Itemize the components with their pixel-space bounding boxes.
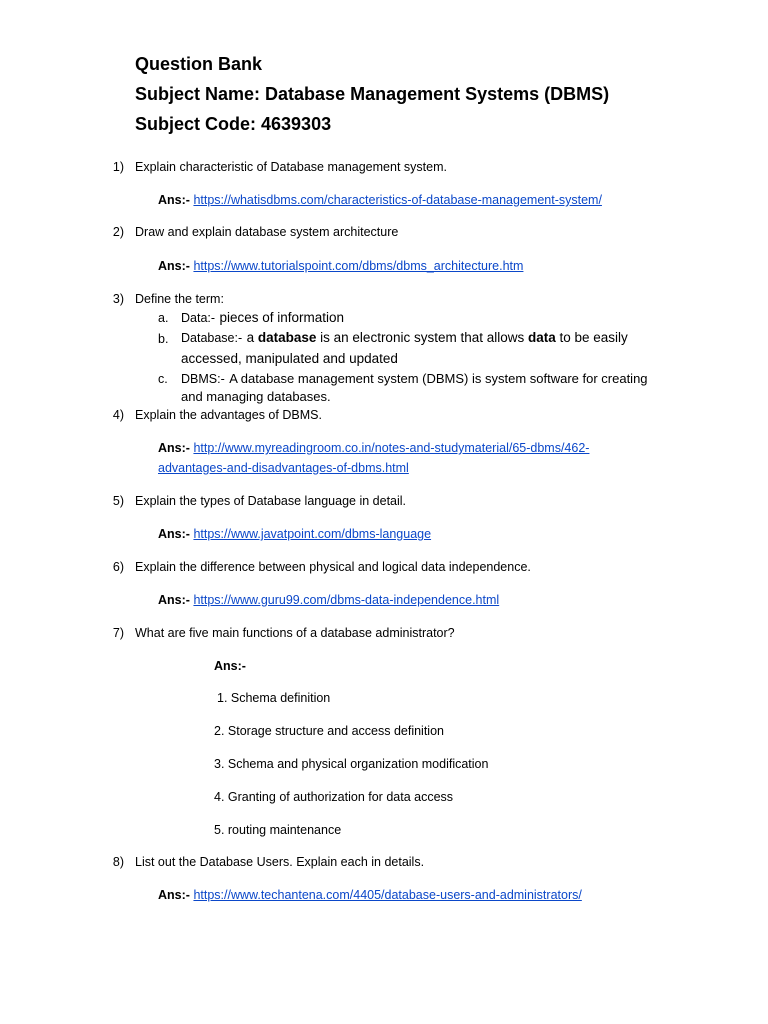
answer-label: Ans:- — [158, 888, 190, 902]
question-number: 3) — [112, 292, 124, 306]
question-number: 5) — [112, 494, 124, 508]
term-definition-part: is an electronic system that allows — [316, 330, 528, 345]
term-label: DBMS:- — [181, 372, 225, 386]
term-label: Data:- — [181, 311, 216, 325]
answer-link[interactable]: https://whatisdbms.com/characteristics-of-database-management-system/ — [193, 193, 602, 207]
question-text: Define the term: — [135, 292, 224, 306]
answer-label: Ans:- — [158, 593, 190, 607]
term-marker: c. — [158, 372, 168, 386]
answer-label: Ans:- — [214, 659, 246, 673]
term-definition: pieces of information — [219, 310, 345, 325]
answer-line — [158, 192, 602, 208]
answer-line — [158, 887, 582, 903]
question-text: Explain the difference between physical and logical data independence. — [135, 560, 531, 574]
question-number: 1) — [112, 160, 124, 174]
term-marker: b. — [158, 332, 169, 346]
list-item: 4. Granting of authorization for data access — [214, 790, 454, 804]
answer-link[interactable]: https://www.guru99.com/dbms-data-independence.html — [193, 593, 500, 607]
doc-title: Question Bank — [135, 54, 263, 74]
question-text: Explain the advantages of DBMS. — [135, 408, 322, 422]
term-definition-part: a — [246, 330, 258, 345]
list-item: 1. Schema definition — [217, 691, 331, 705]
answer-link-continued — [158, 460, 409, 476]
keyword-database: database — [257, 330, 317, 345]
answer-label: Ans:- — [158, 441, 190, 455]
question-number: 7) — [112, 626, 124, 640]
term-database — [181, 329, 628, 347]
question-text: List out the Database Users. Explain each in details. — [135, 855, 425, 869]
answer-line — [158, 526, 431, 542]
subject-code: Subject Code: 4639303 — [135, 114, 332, 134]
term-definition-line2: accessed, manipulated and updated — [181, 351, 398, 366]
term-definition: A database management system (DBMS) is system software for creating — [229, 371, 648, 386]
answer-link[interactable]: http://www.myreadingroom.co.in/notes-and-studymaterial/65-dbms/462- — [193, 441, 590, 455]
question-text: What are five main functions of a database administrator? — [135, 626, 455, 640]
answer-link[interactable]: https://www.javatpoint.com/dbms-language — [193, 527, 432, 541]
answer-link[interactable]: https://www.techantena.com/4405/database-users-and-administrators/ — [193, 888, 582, 902]
answer-line — [158, 258, 523, 274]
term-label: Database:- — [181, 331, 243, 345]
list-item: 2. Storage structure and access definition — [214, 724, 444, 738]
question-number: 6) — [112, 560, 124, 574]
term-definition-line2: and managing databases. — [181, 389, 331, 404]
list-item: 5. routing maintenance — [214, 823, 342, 837]
question-text: Explain characteristic of Database management system. — [135, 160, 447, 174]
answer-label: Ans:- — [158, 193, 190, 207]
question-number: 8) — [112, 855, 124, 869]
term-definition-part: to be easily — [555, 330, 628, 345]
keyword-data: data — [528, 330, 556, 345]
term-dbms — [181, 370, 648, 388]
answer-label: Ans:- — [158, 259, 190, 273]
subject-name: Subject Name: Database Management Systems (DBMS) — [135, 84, 610, 104]
term-marker: a. — [158, 311, 169, 325]
answer-line — [158, 592, 499, 608]
answer-link[interactable]: advantages-and-disadvantages-of-dbms.html — [158, 461, 409, 475]
answer-line — [158, 440, 589, 456]
answer-link[interactable]: https://www.tutorialspoint.com/dbms/dbms_architecture.htm — [193, 259, 524, 273]
list-item: 3. Schema and physical organization modification — [214, 757, 489, 771]
question-number: 4) — [112, 408, 124, 422]
question-text: Explain the types of Database language in detail. — [135, 494, 407, 508]
question-text: Draw and explain database system architecture — [135, 225, 399, 239]
answer-label: Ans:- — [158, 527, 190, 541]
question-number: 2) — [112, 225, 124, 239]
term-data — [181, 309, 344, 327]
